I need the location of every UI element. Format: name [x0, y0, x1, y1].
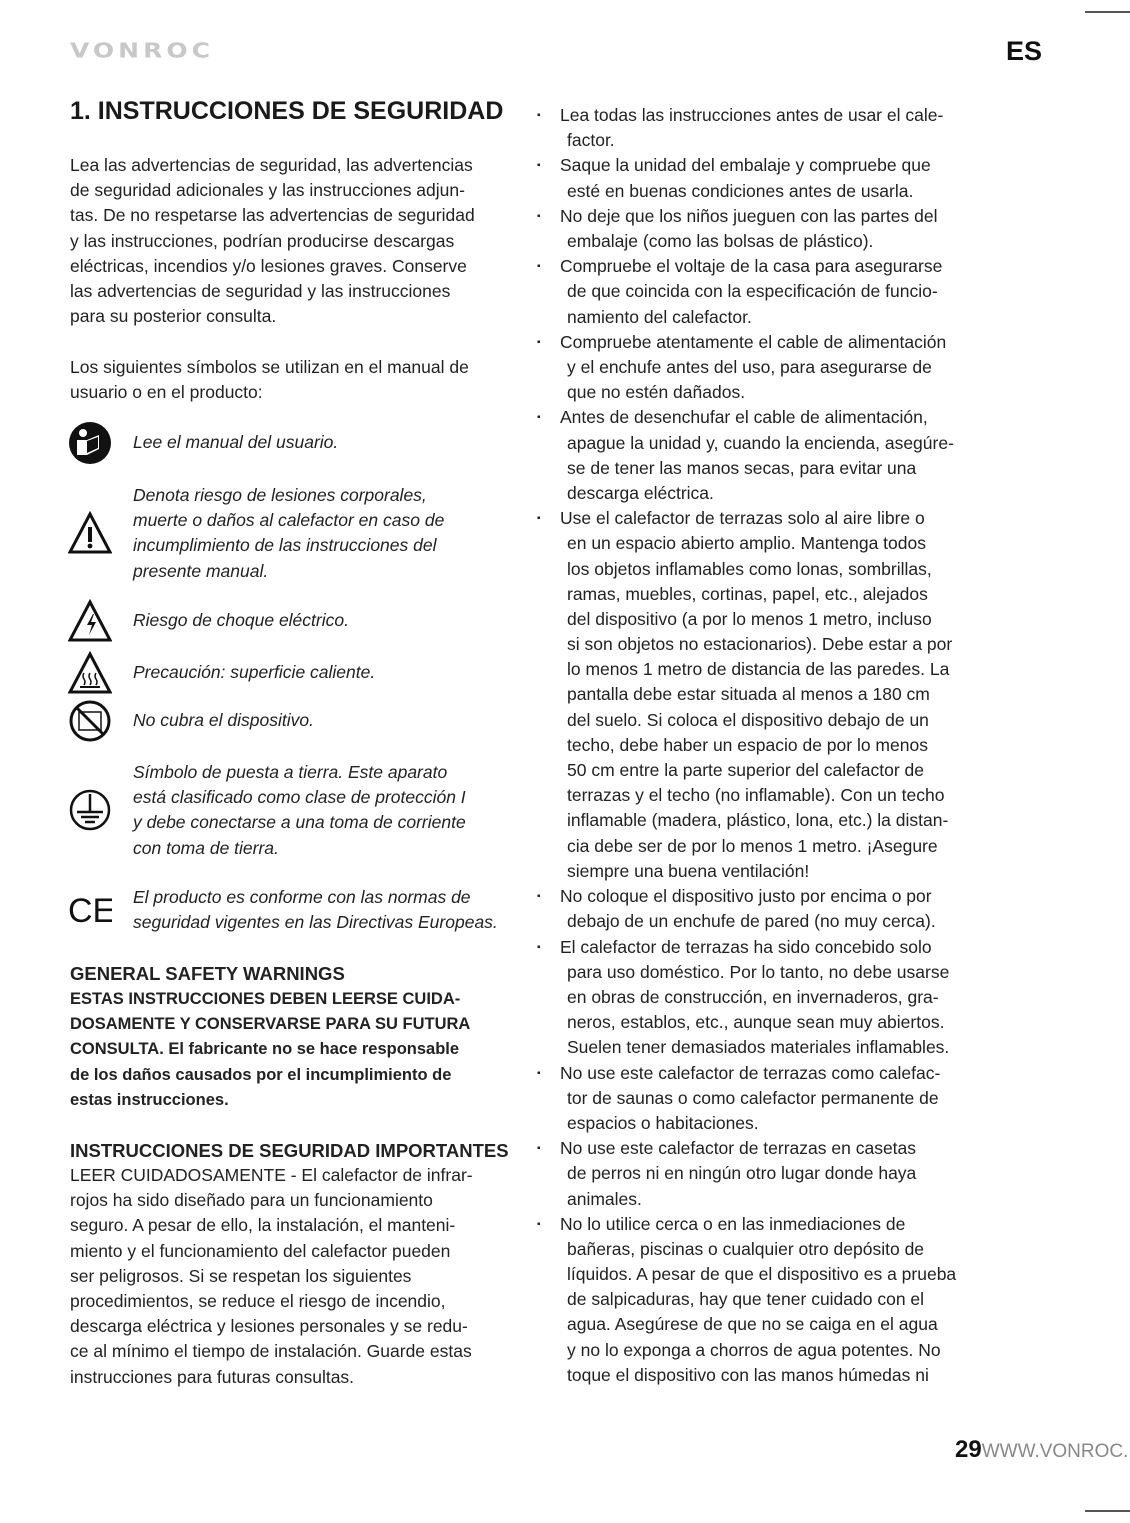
text-line: usuario o en el producto: — [70, 382, 263, 403]
ce-mark-icon — [68, 888, 112, 932]
bullet-item — [537, 1061, 956, 1137]
text-line: cia debe ser de por lo menos 1 metro. ¡Asegure — [567, 835, 938, 856]
text-line: y el enchufe antes del uso, para asegurarse de — [567, 356, 932, 377]
text-line: de perros ni en ningún otro lugar donde haya — [567, 1163, 917, 1184]
bullet-icon: ▪ — [537, 1143, 541, 1155]
text-line: se de tener las manos secas, para evitar una — [567, 457, 917, 478]
bullet-item — [537, 254, 956, 330]
text-line: con toma de tierra. — [133, 837, 279, 858]
text-line: LEER CUIDADOSAMENTE - El calefactor de infrar- — [70, 1165, 473, 1185]
text-line: seguro. A pesar de ello, la instalación, el manteni- — [70, 1215, 456, 1236]
bullet-item — [537, 1212, 956, 1388]
text-line: No use este calefactor de terrazas como calefac- — [560, 1062, 941, 1083]
bullet-item — [537, 204, 956, 254]
bullet-icon: ▪ — [537, 110, 541, 121]
text-line: de que coincida con la especificación de funcio- — [567, 281, 938, 302]
text-line: DOSAMENTE Y CONSERVARSE PARA SU FUTURA — [70, 1015, 471, 1034]
bullet-item — [537, 330, 956, 406]
text-line: techo, debe haber un espacio de por lo menos — [567, 734, 928, 755]
text-line: No coloque el dispositivo justo por encima o por — [560, 886, 932, 907]
text-line: terrazas y el techo (no inflamable). Con un techo — [567, 785, 945, 806]
text-line: tor de saunas o como calefactor permanente de — [567, 1087, 939, 1108]
text-line: Precaución: superficie caliente. — [133, 662, 376, 682]
text-line: de salpicaduras, hay que tener cuidado con el — [567, 1289, 925, 1310]
text-line: los objetos inflamables como lonas, sombrillas, — [567, 558, 932, 579]
bullet-icon: ▪ — [537, 1067, 541, 1079]
text-line: las advertencias de seguridad y las instrucciones — [70, 280, 451, 301]
text-line: Símbolo de puesta a tierra. Este aparato — [133, 762, 448, 782]
bullet-item — [537, 506, 956, 884]
symbol-description — [133, 885, 498, 935]
text-line: muerte o daños al calefactor en caso de — [133, 510, 445, 531]
text-line: de los daños causados por el incumplimiento de — [70, 1065, 452, 1084]
bullet-item — [537, 1136, 956, 1212]
text-line: Saque la unidad del embalaje y compruebe que — [560, 155, 931, 176]
text-line: rojos ha sido diseñado para un funcionamiento — [70, 1190, 433, 1211]
text-line: pantalla debe estar situada al menos a 180 cm — [567, 684, 930, 705]
text-line: instrucciones para futuras consultas. — [70, 1366, 355, 1387]
text-line: No deje que los niños jueguen con las partes del — [560, 205, 938, 226]
text-line: Riesgo de choque eléctrico. — [133, 610, 349, 630]
important-heading: INSTRUCCIONES DE SEGURIDAD IMPORTANTES — [70, 1140, 509, 1161]
bullet-item — [537, 103, 956, 153]
text-line: No lo utilice cerca o en las inmediaciones de — [560, 1213, 906, 1234]
text-line: ce al mínimo el tiempo de instalación. Guarde estas — [70, 1341, 472, 1362]
ground-icon — [68, 788, 112, 832]
general-paragraph — [70, 987, 470, 1113]
page-number: 29 — [955, 1436, 982, 1463]
page-footer — [955, 1436, 1128, 1464]
text-line: animales. — [567, 1188, 642, 1209]
bullet-icon: ▪ — [537, 941, 541, 953]
text-line: Antes de desenchufar el cable de alimentación, — [560, 407, 928, 428]
symbol-description — [133, 708, 314, 733]
text-line: Compruebe el voltaje de la casa para asegurarse — [560, 256, 943, 277]
symbol-description — [133, 483, 444, 584]
text-line: No use este calefactor de terrazas en casetas — [560, 1138, 917, 1159]
vonroc-logo: VONROC — [70, 38, 214, 63]
text-line: ramas, muebles, cortinas, papel, etc., alejados — [567, 583, 928, 604]
text-line: toque el dispositivo con las manos húmedas ni — [567, 1364, 929, 1385]
text-line: miento y el funcionamiento del calefactor pueden — [70, 1240, 451, 1261]
text-line: en un espacio abierto amplio. Mantenga todos — [567, 533, 926, 554]
hot-surface-icon — [68, 651, 112, 695]
bullet-icon: ▪ — [537, 513, 541, 525]
bullet-item — [537, 935, 956, 1061]
svg-text:CE: CE — [68, 892, 112, 931]
bullet-item — [537, 153, 956, 203]
text-line: tas. De no respetarse las advertencias de seguridad — [70, 205, 475, 226]
text-line: Los siguientes símbolos se utilizan en el manual de — [70, 357, 469, 377]
text-line: procedimientos, se reduce el riesgo de incendio, — [70, 1290, 446, 1311]
text-line: para su posterior consulta. — [70, 306, 277, 327]
text-line: descarga eléctrica. — [567, 482, 714, 503]
text-line: lo menos 1 metro de distancia de las paredes. La — [567, 659, 950, 680]
text-line: Denota riesgo de lesiones corporales, — [133, 485, 427, 505]
text-line: para uso doméstico. Por lo tanto, no debe usarse — [567, 961, 950, 982]
electric-shock-icon — [68, 599, 112, 643]
text-line: agua. Asegúrese de que no se caiga en el agua — [567, 1314, 938, 1335]
top-rule — [1085, 11, 1130, 13]
bullet-icon: ▪ — [537, 891, 541, 903]
text-line: El producto es conforme con las normas de — [133, 887, 471, 907]
website-url: WWW.VONROC. — [981, 1441, 1129, 1462]
text-line: debajo de un enchufe de pared (no muy cerca). — [567, 911, 936, 932]
text-line: Lee el manual del usuario. — [133, 432, 339, 452]
text-line: descarga eléctrica y lesiones personales y se redu- — [70, 1316, 468, 1337]
bullet-icon: ▪ — [537, 160, 541, 172]
language-code: ES — [1006, 36, 1043, 66]
text-line: eléctricas, incendios y/o lesiones graves. Conserve — [70, 255, 467, 276]
text-line: que no estén dañados. — [567, 382, 746, 403]
text-line: y debe conectarse a una toma de corriente — [133, 812, 466, 833]
text-line: bañeras, piscinas o cualquier otro depósito de — [567, 1238, 925, 1259]
text-line: No cubra el dispositivo. — [133, 710, 314, 730]
text-line: espacios o habitaciones. — [567, 1112, 759, 1133]
text-line: factor. — [567, 130, 615, 151]
section-title: 1. INSTRUCCIONES DE SEGURIDAD — [70, 97, 504, 125]
symbol-description — [133, 430, 338, 455]
bullet-icon: ▪ — [537, 336, 541, 348]
read-manual-icon — [68, 421, 112, 465]
bullet-icon: ▪ — [537, 1218, 541, 1230]
text-line: estas instrucciones. — [70, 1090, 229, 1109]
text-line: líquidos. A pesar de que el dispositivo es a prueba — [567, 1264, 957, 1285]
warning-icon — [68, 511, 112, 555]
do-not-cover-icon — [68, 699, 112, 743]
text-line: CONSULTA. El fabricante no se hace responsable — [70, 1040, 460, 1059]
text-line: del suelo. Si coloca el dispositivo debajo de un — [567, 709, 929, 730]
text-line: esté en buenas condiciones antes de usarla. — [567, 180, 914, 201]
text-line: y no lo exponga a chorros de agua potentes. No — [567, 1339, 941, 1360]
text-line: Lea todas las instrucciones antes de usar el cale- — [560, 105, 944, 125]
bullet-icon: ▪ — [537, 412, 541, 424]
text-line: apague la unidad y, cuando la encienda, asegúre- — [567, 432, 954, 453]
text-line: ESTAS INSTRUCCIONES DEBEN LEERSE CUIDA- — [70, 990, 461, 1008]
text-line: Suelen tener demasiados materiales inflamables. — [567, 1037, 950, 1058]
text-line: y las instrucciones, podrían producirse descargas — [70, 230, 455, 251]
symbol-description — [133, 608, 349, 633]
text-line: inflamable (madera, plástico, lona, etc.) la distan- — [567, 810, 949, 831]
text-line: Compruebe atentamente el cable de alimentación — [560, 331, 947, 352]
text-line: seguridad vigentes en las Directivas Europeas. — [133, 912, 498, 933]
bullet-list — [537, 103, 956, 1388]
symbol-description — [133, 760, 466, 861]
text-line: si son objetos no estacionarios). Debe estar a por — [567, 634, 953, 655]
intro-paragraph — [70, 153, 475, 329]
text-line: del dispositivo (a por lo menos 1 metro, incluso — [567, 608, 932, 629]
text-line: embalaje (como las bolsas de plástico). — [567, 230, 874, 251]
text-line: namiento del calefactor. — [567, 306, 752, 327]
text-line: 50 cm entre la parte superior del calefactor de — [567, 760, 924, 781]
text-line: siempre una buena ventilación! — [567, 860, 810, 881]
text-line: de seguridad adicionales y las instrucciones adjun- — [70, 180, 465, 201]
important-paragraph — [70, 1163, 473, 1390]
symbols-intro — [70, 355, 469, 405]
bullet-icon: ▪ — [537, 261, 541, 273]
text-line: Use el calefactor de terrazas solo al aire libre o — [560, 508, 925, 529]
text-line: presente manual. — [133, 560, 269, 581]
text-line: ser peligrosos. Si se respetan los siguientes — [70, 1265, 412, 1286]
bullet-item — [537, 405, 956, 506]
text-line: incumplimiento de las instrucciones del — [133, 535, 437, 556]
text-line: en obras de construcción, en invernaderos, gra- — [567, 986, 939, 1007]
bottom-rule — [1085, 1510, 1130, 1512]
general-heading: GENERAL SAFETY WARNINGS — [70, 963, 345, 984]
bullet-item — [537, 884, 956, 934]
text-line: neros, establos, etc., aunque sean muy abiertos. — [567, 1012, 945, 1033]
symbol-description — [133, 660, 375, 685]
text-line: Lea las advertencias de seguridad, las advertencias — [70, 155, 473, 175]
bullet-icon: ▪ — [537, 210, 541, 222]
text-line: está clasificado como clase de protección I — [133, 787, 466, 808]
text-line: El calefactor de terrazas ha sido concebido solo — [560, 936, 932, 957]
